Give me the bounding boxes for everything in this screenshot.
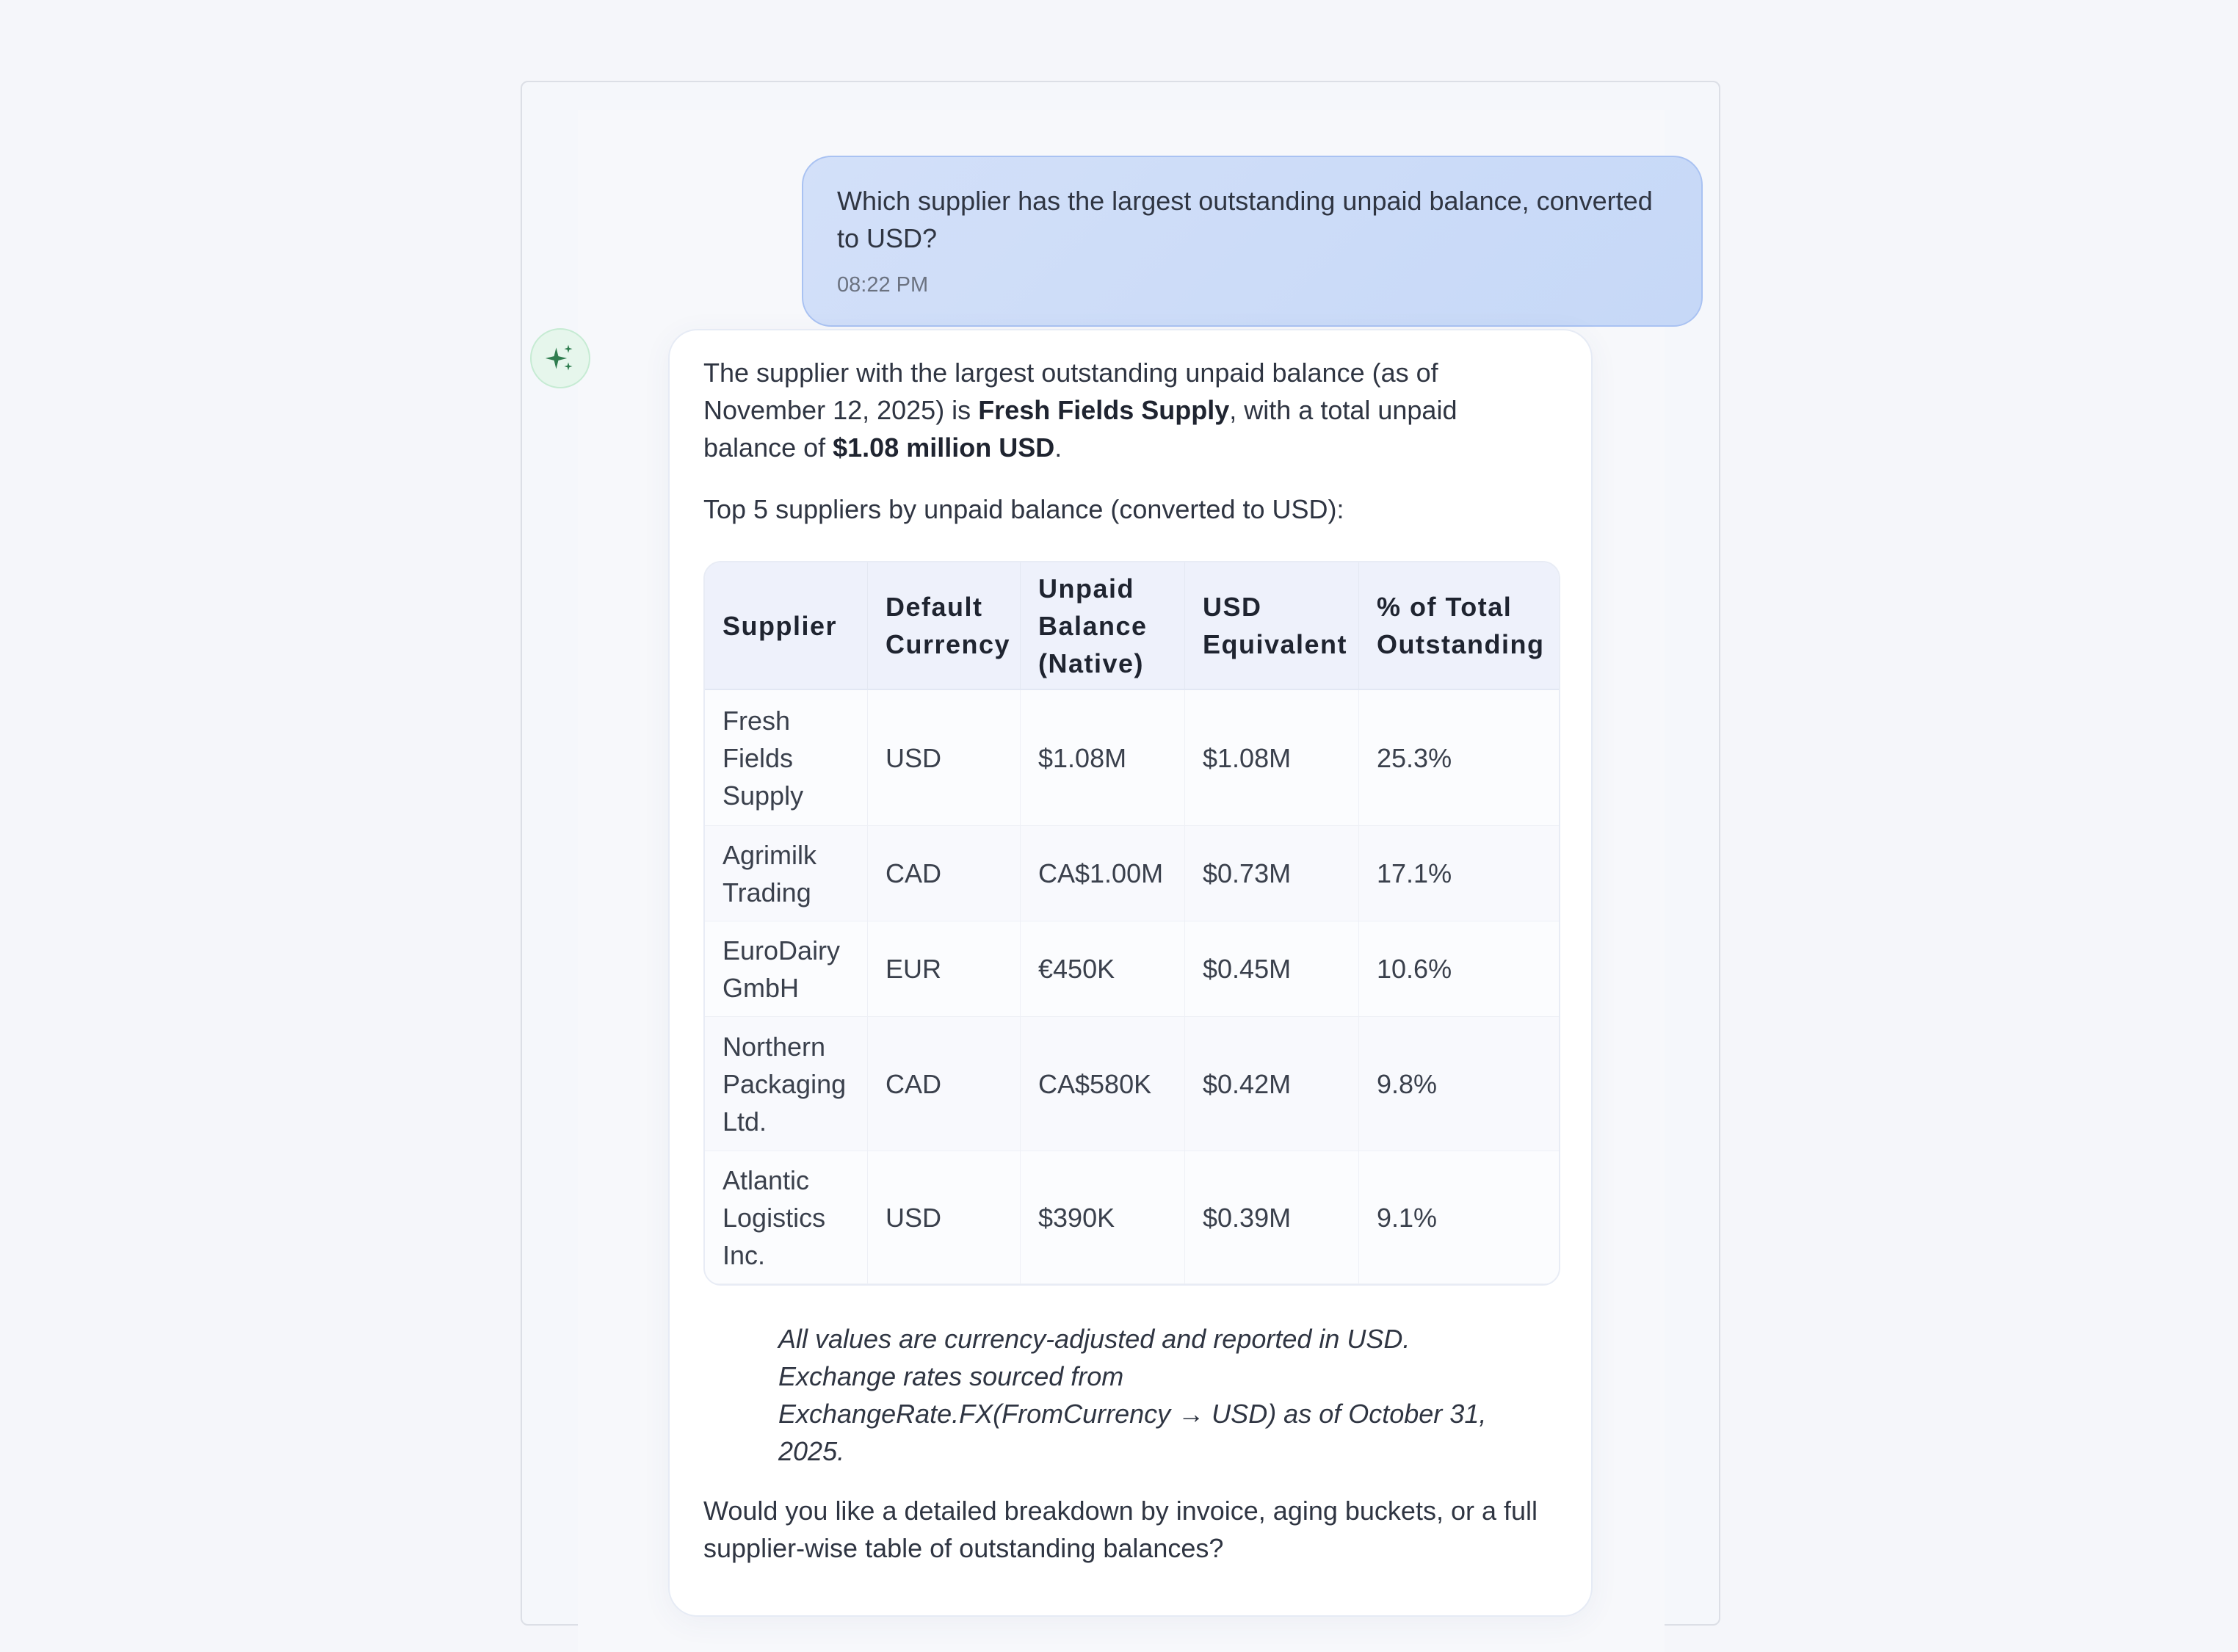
top-supplier-name: Fresh Fields Supply — [978, 395, 1230, 425]
table-cell: 9.8% — [1359, 1017, 1559, 1151]
table-cell: CAD — [868, 826, 1021, 921]
table-cell: USD — [868, 690, 1021, 826]
table-cell: $0.39M — [1185, 1151, 1359, 1284]
user-message-bubble — [802, 156, 1703, 327]
column-header: Unpaid Balance (Native) — [1021, 562, 1185, 690]
top-supplier-amount: $1.08 million USD — [833, 432, 1055, 463]
table-cell: $1.08M — [1021, 690, 1185, 826]
sparkle-icon — [544, 342, 576, 374]
column-header: USD Equivalent — [1185, 562, 1359, 690]
table-cell: Fresh Fields Supply — [705, 690, 868, 826]
table-cell: Agrimilk Trading — [705, 826, 868, 921]
column-header: Default Currency — [868, 562, 1021, 690]
table-cell: €450K — [1021, 921, 1185, 1017]
column-header: % of Total Outstanding — [1359, 562, 1559, 690]
intro-text-2: , with a total unpaid balance of — [703, 395, 1457, 463]
table-cell: Northern Packaging Ltd. — [705, 1017, 868, 1151]
assistant-avatar — [530, 328, 590, 388]
table-cell: $1.08M — [1185, 690, 1359, 826]
table-row — [705, 1151, 1559, 1284]
intro-text-3: . — [1054, 432, 1062, 463]
table-cell: $0.73M — [1185, 826, 1359, 921]
table-row — [705, 690, 1559, 826]
table-cell: USD — [868, 1151, 1021, 1284]
column-header: Supplier — [705, 562, 868, 690]
table-cell: EuroDairy GmbH — [705, 921, 868, 1017]
table-cell: CA$1.00M — [1021, 826, 1185, 921]
table-cell: 9.1% — [1359, 1151, 1559, 1284]
intro-text: The supplier with the largest outstanding unpaid balance (as of November 12, 2025) is — [703, 358, 1438, 425]
table-row — [705, 921, 1559, 1017]
table-cell: Atlantic Logistics Inc. — [705, 1151, 868, 1284]
table-cell: $0.45M — [1185, 921, 1359, 1017]
suppliers-table — [703, 561, 1560, 1286]
assistant-message-card — [668, 329, 1593, 1617]
table-cell: CAD — [868, 1017, 1021, 1151]
follow-up-question: Would you like a detailed breakdown by invoice, aging buckets, or a full supplier-wise table of outstanding balances? — [703, 1496, 1538, 1563]
assistant-intro — [703, 354, 1540, 466]
table-cell: $390K — [1021, 1151, 1185, 1284]
table-cell: 10.6% — [1359, 921, 1559, 1017]
table-row — [705, 1017, 1559, 1151]
table-cell: CA$580K — [1021, 1017, 1185, 1151]
table-row — [705, 826, 1559, 921]
user-message-time: 08:22 PM — [837, 273, 929, 297]
table-caption: Top 5 suppliers by unpaid balance (converted to USD): — [703, 494, 1344, 524]
table-cell: 25.3% — [1359, 690, 1559, 826]
table-header-row — [705, 562, 1559, 690]
user-message-text: Which supplier has the largest outstanding unpaid balance, converted to USD? — [837, 186, 1653, 253]
table-cell: 17.1% — [1359, 826, 1559, 921]
table-cell: $0.42M — [1185, 1017, 1359, 1151]
table-cell: EUR — [868, 921, 1021, 1017]
exchange-rate-note: All values are currency-adjusted and reported in USD. Exchange rates sourced from ExchangeRate.FX(FromCurrency → USD) as of October 31, 2025. — [778, 1324, 1487, 1466]
